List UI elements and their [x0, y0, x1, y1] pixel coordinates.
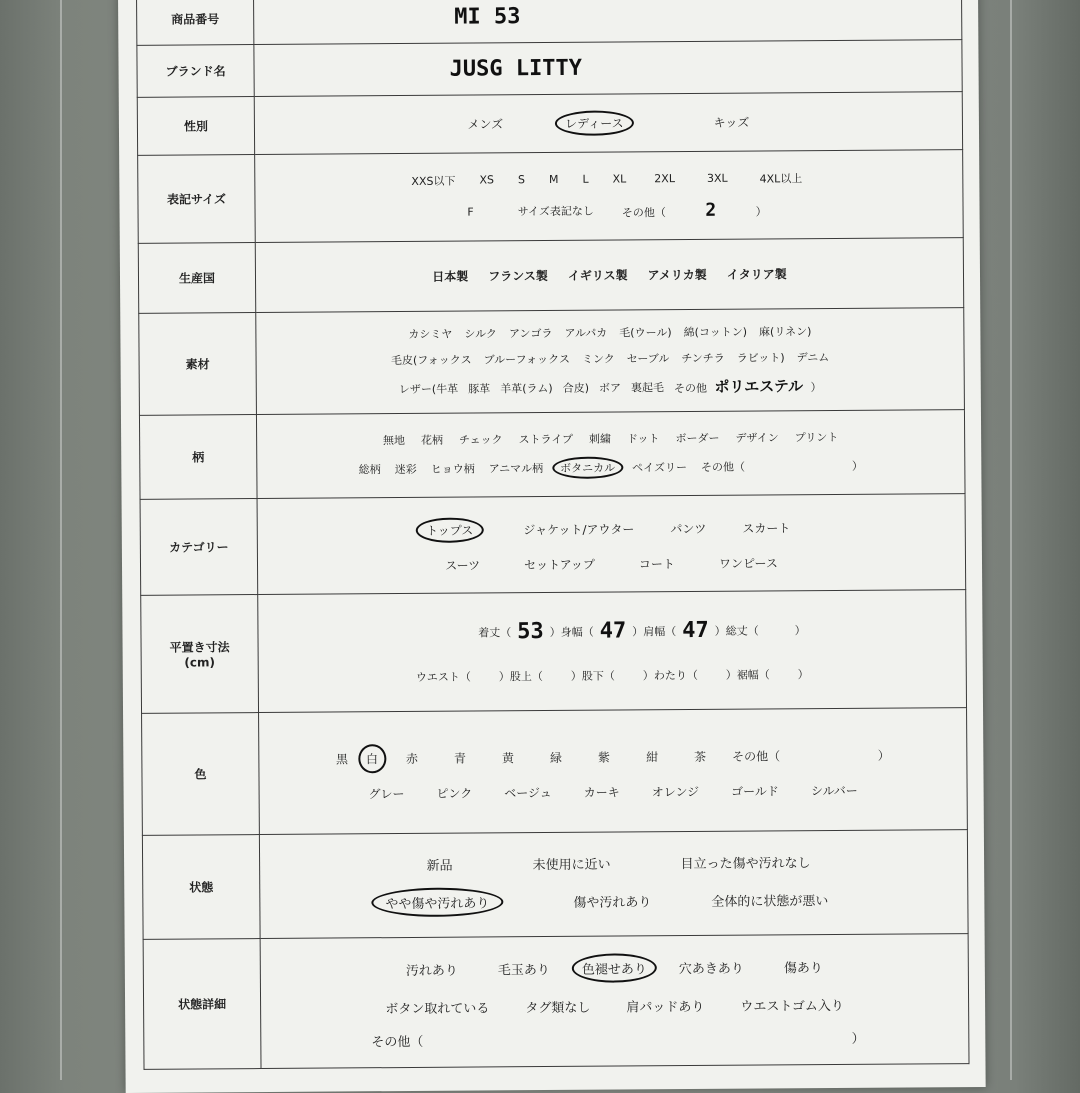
material-silk[interactable]: シルク: [458, 325, 503, 341]
handwritten-material-other: ポリエステル: [710, 377, 807, 396]
label-measurements: 平置き寸法 (cm): [141, 595, 259, 714]
material-wool[interactable]: 毛(ウール): [613, 324, 677, 340]
size-s[interactable]: S: [506, 173, 537, 186]
color-navy[interactable]: 紺: [628, 748, 676, 765]
material-leather-cow[interactable]: レザー(牛革: [394, 380, 463, 396]
measure-rise-label: ）股上（: [499, 668, 543, 684]
listing-form-table: [136, 0, 969, 1070]
size-l[interactable]: L: [570, 173, 600, 186]
material-denim[interactable]: デニム: [791, 349, 836, 365]
pattern-other[interactable]: [694, 457, 870, 474]
pattern-dot[interactable]: ドット: [619, 430, 668, 446]
row-size: [138, 150, 964, 244]
label-material: 素材: [139, 313, 257, 416]
color-yellow[interactable]: 黄: [484, 749, 532, 766]
value-category: [257, 494, 966, 595]
detail-other-open: その他（: [371, 1035, 423, 1050]
measure-waist-label: ウエスト（: [416, 669, 471, 685]
detail-other-close: ）: [852, 1032, 865, 1047]
material-brushed-lining[interactable]: 裏起毛: [626, 379, 669, 395]
material-blue-fox[interactable]: ブルーフォックス: [478, 351, 576, 368]
handwritten-length[interactable]: 53: [511, 619, 550, 644]
pattern-other-blank: [749, 469, 849, 470]
value-measurements: [258, 590, 967, 713]
row-country: [138, 238, 963, 314]
material-lamb[interactable]: 羊革(ラム): [495, 379, 558, 395]
color-silver[interactable]: シルバー: [795, 781, 874, 799]
category-suit[interactable]: スーツ: [423, 556, 502, 574]
material-synthetic-leather[interactable]: 合皮): [558, 379, 594, 395]
material-mink[interactable]: ミンク: [576, 351, 621, 367]
color-khaki[interactable]: カーキ: [568, 783, 636, 800]
detail-fading-circled[interactable]: 色褪せあり: [572, 953, 657, 983]
measure-inseam-label: ）股下（: [571, 668, 615, 684]
measure-line2-close: ）: [798, 666, 809, 682]
color-gray[interactable]: グレー: [352, 784, 420, 801]
color-blue[interactable]: 青: [436, 749, 484, 766]
size-xxs-or-less[interactable]: XXS以下: [399, 172, 467, 188]
size-2xl[interactable]: 2XL: [638, 172, 691, 185]
material-rabbit[interactable]: ラビット): [731, 349, 791, 365]
size-other-close: ）: [756, 205, 767, 218]
pattern-animal[interactable]: アニマル柄: [482, 459, 551, 475]
condition-no-noticeable-damage[interactable]: 目立った傷や汚れなし: [651, 851, 841, 871]
material-angora[interactable]: アンゴラ: [503, 325, 559, 341]
color-white-circled[interactable]: 白: [358, 744, 386, 773]
option-mens[interactable]: メンズ: [457, 115, 513, 132]
size-xl[interactable]: XL: [601, 172, 639, 185]
detail-no-tags[interactable]: タグ類なし: [507, 997, 608, 1017]
measure-shoulder-label: ）肩幅（: [632, 623, 676, 639]
label-country: 生産国: [138, 243, 255, 314]
value-condition: [259, 830, 968, 939]
material-chinchilla[interactable]: チンチラ: [675, 350, 731, 366]
country-france[interactable]: フランス製: [478, 267, 558, 285]
row-product-number: [137, 0, 962, 45]
value-brand[interactable]: [254, 40, 962, 97]
pattern-botanical-circled[interactable]: ボタニカル: [552, 456, 623, 478]
value-pattern: [256, 410, 965, 499]
detail-other-blank: [428, 1043, 848, 1046]
material-alpaca[interactable]: アルパカ: [558, 325, 613, 341]
option-kids[interactable]: キッズ: [704, 114, 760, 131]
value-product-number[interactable]: [254, 0, 962, 45]
pattern-camouflage[interactable]: 迷彩: [388, 460, 424, 476]
material-other-close: ）: [811, 381, 822, 394]
detail-stains[interactable]: 汚れあり: [386, 960, 478, 980]
material-cashmere[interactable]: カシミヤ: [402, 326, 458, 342]
pattern-leopard[interactable]: ヒョウ柄: [424, 460, 482, 476]
measure-length-label: 着丈（: [478, 624, 511, 640]
label-gender: 性別: [137, 97, 254, 156]
row-gender: [137, 92, 962, 156]
row-color: [142, 708, 968, 836]
category-jacket-outer[interactable]: ジャケット/アウター: [505, 520, 652, 538]
size-3xl[interactable]: 3XL: [691, 172, 744, 185]
row-condition: [142, 830, 968, 940]
material-other[interactable]: [669, 375, 827, 397]
country-uk[interactable]: イギリス製: [558, 266, 638, 284]
label-color: 色: [142, 713, 260, 836]
material-fur-fox[interactable]: 毛皮(フォックス: [385, 352, 478, 369]
handwritten-brand: JUSG LITTY: [449, 56, 582, 82]
color-other-close: ）: [878, 748, 890, 762]
color-pink[interactable]: ピンク: [420, 784, 488, 801]
pattern-design[interactable]: デザイン: [727, 429, 786, 445]
color-orange[interactable]: オレンジ: [636, 782, 716, 800]
pattern-border[interactable]: ボーダー: [667, 429, 727, 445]
country-usa[interactable]: アメリカ製: [638, 266, 717, 284]
pattern-other-close: ）: [852, 459, 863, 472]
detail-pilling[interactable]: 毛玉あり: [478, 959, 570, 979]
row-pattern: [139, 410, 965, 500]
country-italy[interactable]: イタリア製: [717, 265, 797, 283]
detail-button-missing[interactable]: ボタン取れている: [367, 997, 507, 1017]
row-material: [139, 308, 965, 416]
detail-other[interactable]: [361, 1028, 874, 1051]
row-condition-detail: [143, 934, 969, 1070]
condition-some-damage-circled[interactable]: やや傷や汚れあり: [371, 887, 503, 917]
country-japan[interactable]: 日本製: [422, 267, 478, 284]
color-red[interactable]: 赤: [388, 749, 436, 766]
row-category: [140, 494, 966, 596]
detail-elastic-waist[interactable]: ウエストゴム入り: [722, 995, 862, 1015]
label-category: カテゴリー: [140, 499, 258, 596]
material-linen[interactable]: 麻(リネン): [753, 323, 817, 339]
color-green[interactable]: 緑: [532, 748, 580, 765]
material-pig-leather[interactable]: 豚革: [463, 380, 495, 396]
form-sheet: [118, 0, 986, 1093]
size-other[interactable]: [616, 199, 773, 221]
color-other-blank: [784, 759, 874, 760]
category-pants[interactable]: パンツ: [652, 519, 724, 537]
material-boa[interactable]: ボア: [594, 379, 626, 395]
condition-damaged[interactable]: 傷や汚れあり: [543, 891, 681, 911]
pattern-plain[interactable]: 無地: [375, 431, 413, 447]
category-tops-circled[interactable]: トップス: [416, 517, 483, 542]
category-setup[interactable]: セットアップ: [502, 555, 617, 573]
value-gender: [254, 92, 962, 155]
measure-thigh-label: ）わたり（: [643, 667, 698, 683]
handwritten-shoulder[interactable]: 47: [676, 618, 715, 643]
label-condition: 状態: [142, 835, 260, 940]
color-other[interactable]: [724, 746, 898, 764]
size-4xl-or-more[interactable]: 4XL以上: [744, 170, 819, 187]
pattern-stripe[interactable]: ストライプ: [511, 430, 581, 446]
color-other-open: その他（: [732, 749, 780, 763]
size-xs[interactable]: XS: [467, 173, 506, 186]
value-size: [255, 150, 964, 243]
category-coat[interactable]: コート: [617, 554, 697, 572]
label-pattern: 柄: [139, 415, 257, 500]
label-brand: ブランド名: [137, 45, 254, 98]
color-beige[interactable]: ベージュ: [488, 783, 568, 801]
pattern-embroidery[interactable]: 刺繍: [581, 430, 619, 446]
condition-poor[interactable]: 全体的に状態が悪い: [681, 889, 858, 909]
size-other-open: その他（: [622, 206, 666, 219]
sleeve-edge-left: [60, 0, 62, 1080]
measure-line1-close: ）: [795, 622, 806, 638]
row-measurements: [141, 590, 967, 714]
pattern-paisley[interactable]: ペイズリー: [625, 458, 694, 474]
value-condition-detail: [260, 934, 969, 1069]
color-gold[interactable]: ゴールド: [715, 782, 795, 800]
material-sable[interactable]: セーブル: [621, 350, 676, 366]
label-size: 表記サイズ: [138, 155, 256, 244]
measure-total-length-label: ）総丈（: [715, 622, 759, 638]
value-country: [255, 238, 963, 313]
pattern-floral[interactable]: 花柄: [413, 431, 451, 447]
condition-new[interactable]: 新品: [387, 854, 493, 874]
pattern-other-open: その他（: [701, 460, 745, 473]
pattern-check[interactable]: チェック: [451, 431, 511, 447]
measure-width-label: ）身幅（: [550, 623, 594, 639]
value-color: [259, 708, 968, 835]
size-f[interactable]: F: [445, 205, 495, 218]
size-no-label[interactable]: サイズ表記なし: [496, 203, 616, 220]
handwritten-product-number: MI 53: [454, 4, 520, 29]
label-condition-detail: 状態詳細: [143, 939, 261, 1070]
size-m[interactable]: M: [537, 173, 571, 186]
detail-scratches[interactable]: 傷あり: [764, 957, 843, 977]
measure-hem-label: ）裾幅（: [726, 666, 770, 682]
pattern-print[interactable]: プリント: [787, 428, 847, 444]
label-product-number: 商品番号: [137, 0, 254, 45]
color-black[interactable]: 黒: [328, 750, 356, 767]
category-skirt[interactable]: スカート: [724, 519, 808, 537]
color-purple[interactable]: 紫: [580, 748, 628, 765]
category-onepiece[interactable]: ワンピース: [697, 554, 800, 572]
material-cotton[interactable]: 綿(コットン): [678, 324, 753, 341]
color-brown[interactable]: 茶: [676, 747, 724, 764]
pattern-all-over[interactable]: 総柄: [352, 461, 388, 477]
condition-like-new[interactable]: 未使用に近い: [493, 853, 651, 873]
value-material: [256, 308, 965, 415]
handwritten-size-other: 2: [669, 199, 752, 221]
material-other-open: その他: [674, 382, 707, 395]
handwritten-width[interactable]: 47: [594, 618, 633, 643]
sleeve-edge-right: [1010, 0, 1012, 1080]
option-ladies-circled[interactable]: レディース: [555, 110, 634, 136]
row-brand: [137, 40, 962, 98]
detail-holes[interactable]: 穴あきあり: [659, 958, 764, 978]
detail-shoulder-pads[interactable]: 肩パッドあり: [608, 996, 722, 1016]
